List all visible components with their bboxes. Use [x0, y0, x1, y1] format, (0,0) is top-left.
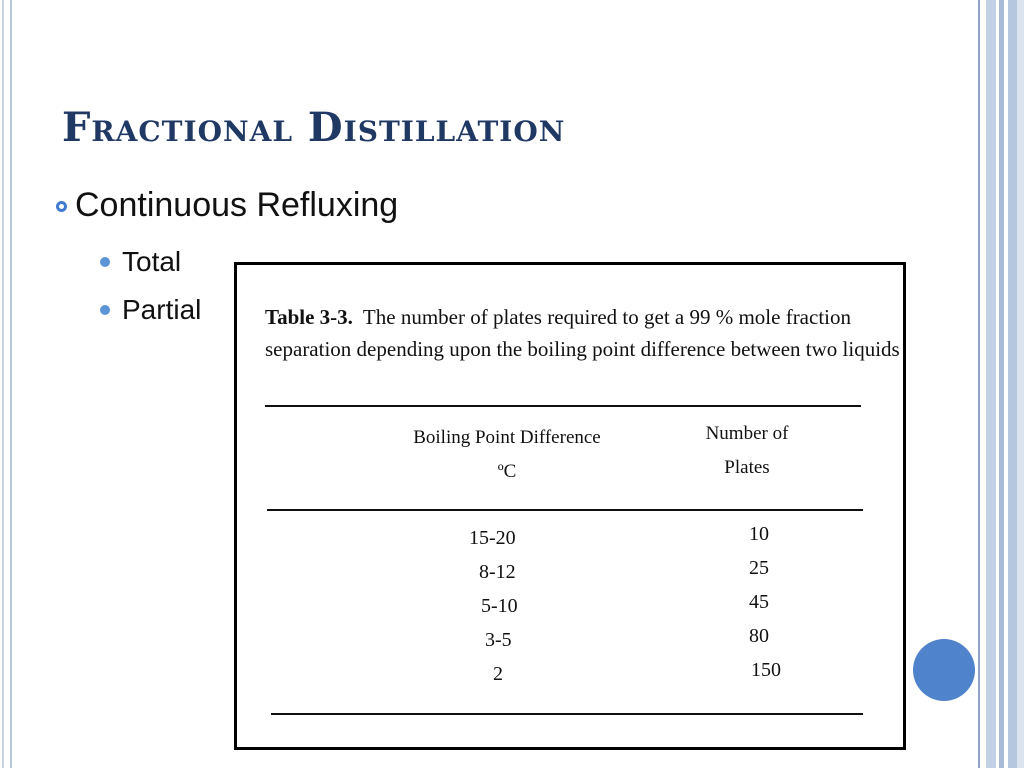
- table-cell-plates: 80: [749, 625, 769, 647]
- table-cell-bp: 3-5: [485, 629, 512, 651]
- column-header-line2: Plates: [724, 457, 770, 478]
- table-caption-text: The number of plates required to get a 99 % mole fraction separation depending upon the boiling point difference between two liquids: [265, 305, 900, 361]
- table-cell-plates: 10: [749, 523, 769, 545]
- table-caption-label: Table 3-3.: [265, 305, 353, 329]
- table-bottom-rule: [271, 713, 863, 715]
- dot-bullet-icon: [100, 305, 110, 315]
- bullet-continuous-refluxing: [56, 186, 398, 225]
- sub-bullet-text: Partial: [122, 294, 202, 325]
- ring-bullet-icon: [56, 201, 67, 212]
- table-cell-bp: 8-12: [479, 561, 516, 583]
- column-header-bp-difference: [387, 421, 627, 489]
- column-header-line1: Boiling Point Difference: [413, 427, 601, 448]
- table-cell-bp: 15-20: [469, 527, 516, 549]
- sub-bullet-text: Total: [122, 246, 182, 277]
- table-header-rule: [267, 509, 863, 511]
- column-header-line1: Number of: [705, 423, 789, 444]
- bullet-text: Continuous Refluxing: [75, 186, 399, 224]
- column-header-plates: [677, 417, 817, 485]
- table-cell-bp: 2: [493, 663, 503, 685]
- column-header-line2: ºC: [497, 461, 517, 482]
- slide-title: Fractional Distillation: [62, 104, 566, 151]
- table-image-box: [234, 262, 906, 750]
- table-cell-bp: 5-10: [481, 595, 518, 617]
- table-cell-plates: 45: [749, 591, 769, 613]
- sub-bullet-total: [100, 246, 181, 278]
- sub-bullet-partial: [100, 294, 201, 326]
- left-border-decoration: [0, 0, 12, 768]
- table-top-rule: [265, 405, 861, 407]
- table-cell-plates: 25: [749, 557, 769, 579]
- table-cell-plates: 150: [751, 659, 781, 681]
- table-caption: [265, 301, 905, 365]
- dot-bullet-icon: [100, 257, 110, 267]
- decorative-circle: [913, 639, 975, 701]
- right-stripe-decoration: [978, 0, 1024, 768]
